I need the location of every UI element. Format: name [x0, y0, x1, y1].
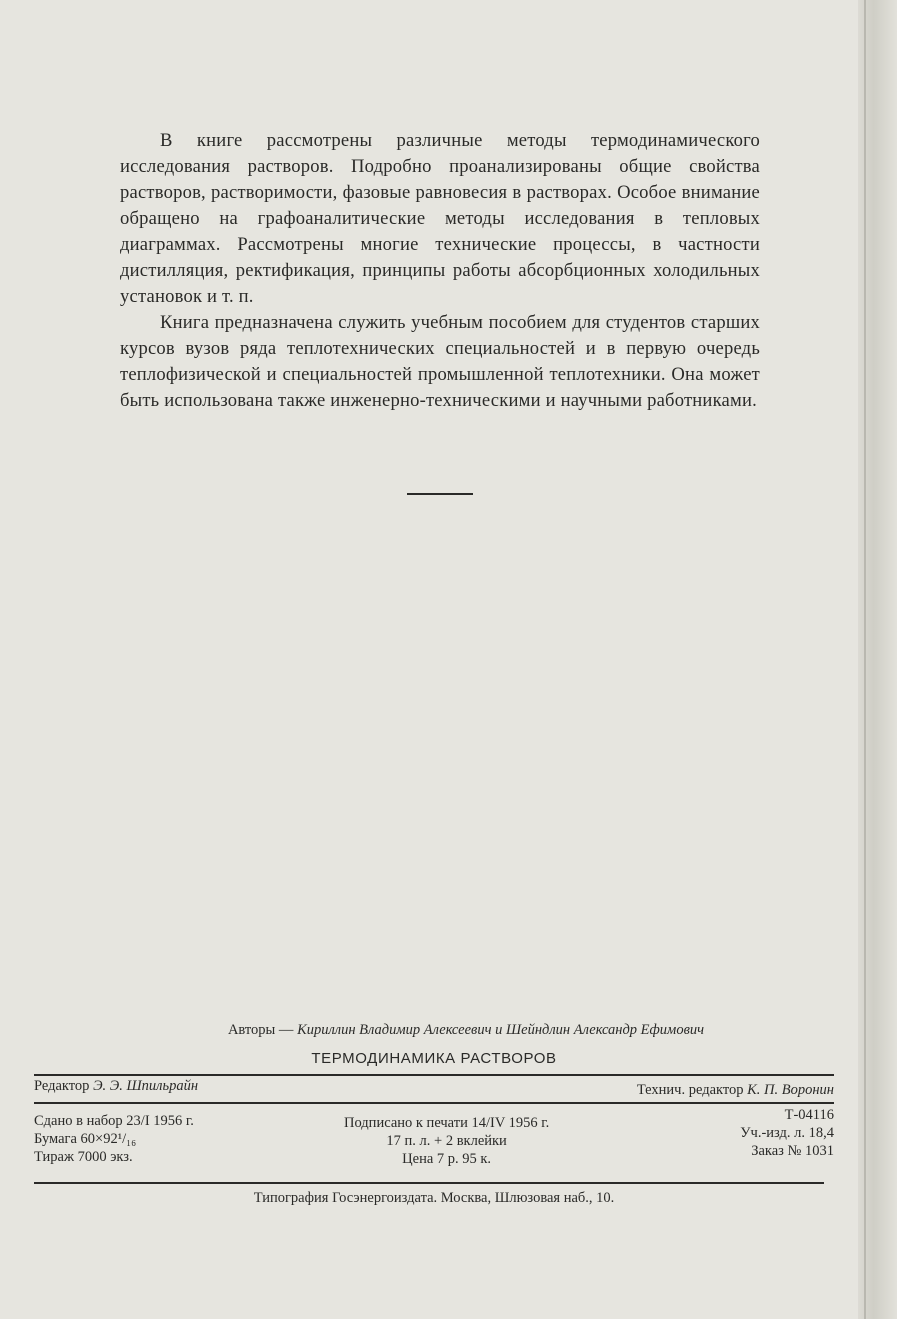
- authors-names: Кириллин Владимир Алексеевич и Шейндлин Александр Ефимович: [297, 1022, 705, 1038]
- publisher-sheets: Уч.-изд. л. 18,4: [740, 1125, 834, 1141]
- abstract-paragraph-2: Книга предназначена служить учебным пособием для студентов старших курсов вузов ряда теплотехнических специальностей и в первую очередь теплофизической и специальностей промышленной теплотехники. Она может быть использована также инженерно-техническими и научными работниками.: [120, 312, 760, 411]
- imprint-left-column: [34, 1112, 194, 1166]
- authors-line: [86, 1022, 846, 1039]
- editor-line: [34, 1078, 198, 1095]
- signed-date: Подписано к печати 14/IV 1956 г.: [344, 1115, 550, 1131]
- imprint-rule-middle: [34, 1102, 834, 1104]
- tech-editor-line: [637, 1082, 834, 1099]
- book-title: ТЕРМОДИНАМИКА РАСТВОРОВ: [311, 1050, 557, 1067]
- abstract-paragraph-1: В книге рассмотрены различные методы термодинамического исследования растворов. Подробно проанализированы общие свойства растворов, растворимости, фазовые равновесия в растворах. Особое внимание обращено на графоаналитические методы исследования в тепловых диаграммах. Рассмотрены многие технические процессы, в частности дистилляция, ректификация, принципы работы абсорбционных холодильных установок и т. п.: [120, 130, 760, 307]
- authors-label: Авторы —: [227, 1022, 294, 1038]
- page-edge-line: [864, 0, 866, 1319]
- typeset-date: Сдано в набор 23/I 1956 г.: [34, 1113, 194, 1129]
- price: Цена 7 р. 95 к.: [402, 1151, 492, 1167]
- tech-editor-name: К. П. Воронин: [747, 1082, 834, 1098]
- tech-editor-label: Технич. редактор: [636, 1082, 744, 1098]
- paper-format: Бумага 60×92¹/₁₆: [34, 1131, 137, 1147]
- order-number: Заказ № 1031: [751, 1143, 834, 1159]
- imprint-rule-top: [34, 1074, 834, 1076]
- imprint-right-column: [740, 1106, 834, 1160]
- print-run: Тираж 7000 экз.: [34, 1149, 133, 1165]
- imprint-middle-column: [344, 1114, 549, 1168]
- license-code: Т-04116: [784, 1107, 834, 1123]
- printer-line: Типография Госэнергоиздата. Москва, Шлюзовая наб., 10.: [253, 1190, 615, 1206]
- editor-name: Э. Э. Шпильрайн: [93, 1078, 199, 1094]
- sheets-count: 17 п. л. + 2 вклейки: [386, 1133, 507, 1149]
- center-divider: [407, 493, 473, 495]
- abstract: [120, 128, 760, 414]
- imprint-rule-bottom: [34, 1182, 824, 1184]
- editor-label: Редактор: [34, 1078, 90, 1094]
